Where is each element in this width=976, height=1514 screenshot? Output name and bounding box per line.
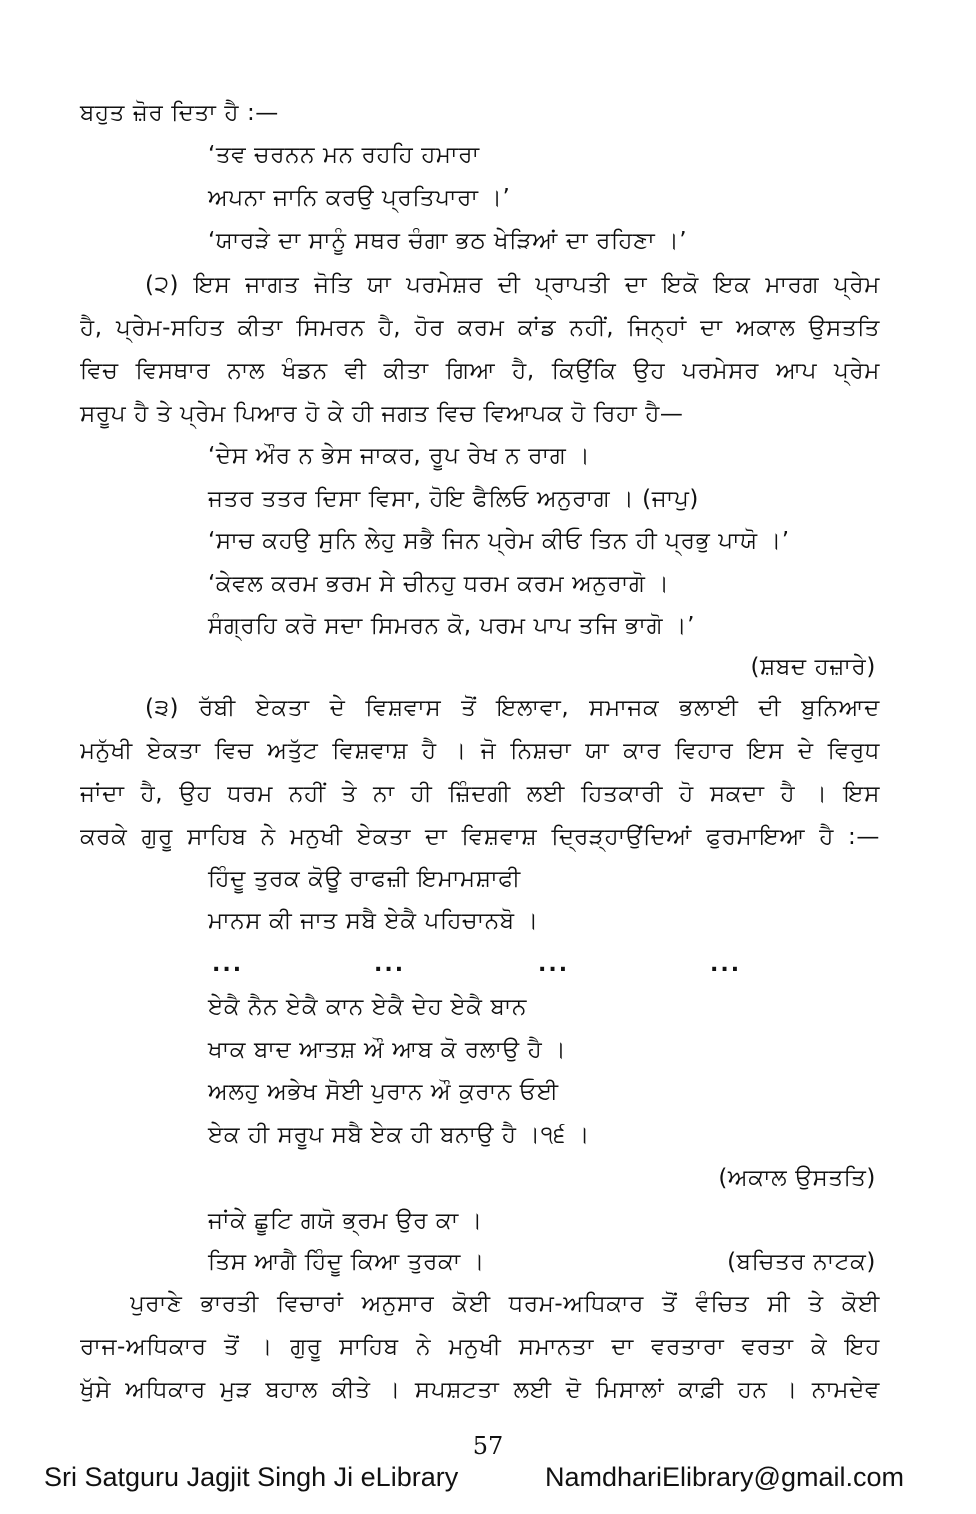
quote-line: ਤਿਸ ਆਗੈ ਹਿੰਦੂ ਕਿਆ ਤੁਰਕਾ । — [208, 1249, 485, 1275]
quote-line: ਜਾਂਕੇ ਛੂਟਿ ਗਯੋ ਭ੍ਰਮ ਉਰ ਕਾ । — [208, 1208, 483, 1234]
quote-line: ‘ਕੇਵਲ ਕਰਮ ਭਰਮ ਸੇ ਚੀਨਹੁ ਧਰਮ ਕਰਮ ਅਨੁਰਾਗੋ । — [208, 571, 670, 597]
quote-line: ‘ਯਾਰੜੇ ਦਾ ਸਾਨੂੰ ਸਥਰ ਚੰਗਾ ਭਠ ਖੇੜਿਆਂ ਦਾ ਰਹਿਣਾ ।’ — [208, 228, 688, 254]
quote-line: ਏਕੈ ਨੈਨ ਏਕੈ ਕਾਨ ਏਕੈ ਦੇਹ ਏਕੈ ਬਾਨ — [208, 994, 527, 1020]
source-citation: (ਅਕਾਲ ਉਸਤਤਿ) — [718, 1165, 876, 1191]
paragraph-line: ਹੈ, ਪ੍ਰੇਮ-ਸਹਿਤ ਕੀਤਾ ਸਿਮਰਨ ਹੈ, ਹੋਰ ਕਰਮ ਕਾਂਡ ਨਹੀਂ, ਜਿਨ੍ਹਾਂ ਦਾ ਅਕਾਲ ਉਸਤਤਿ — [80, 315, 880, 341]
paragraph-line: ਮਨੁੱਖੀ ਏਕਤਾ ਵਿਚ ਅਤੁੱਟ ਵਿਸ਼ਵਾਸ਼ ਹੈ । ਜੋ ਨਿਸ਼ਚਾ ਯਾ ਕਾਰ ਵਿਹਾਰ ਇਸ ਦੇ ਵਿਰੁਧ — [80, 738, 880, 764]
quote-line: ਸੰਗ੍ਰਹਿ ਕਰੋ ਸਦਾ ਸਿਮਰਨ ਕੋ, ਪਰਮ ਪਾਪ ਤਜਿ ਭਾਗੋ ।’ — [208, 613, 695, 639]
ellipsis: ... — [538, 952, 570, 977]
source-citation: (ਸ਼ਬਦ ਹਜ਼ਾਰੇ) — [750, 654, 876, 680]
page-number: 57 — [472, 1432, 504, 1460]
source-citation: (ਬਚਿਤਰ ਨਾਟਕ) — [727, 1249, 876, 1275]
quote-line: ਅਪਨਾ ਜਾਨਿ ਕਰਉ ਪ੍ਰਤਿਪਾਰਾ ।’ — [208, 185, 511, 211]
quote-line: ‘ਦੇਸ ਔਰ ਨ ਭੇਸ ਜਾਕਰ, ਰੂਪ ਰੇਖ ਨ ਰਾਗ । — [208, 443, 591, 469]
paragraph-line: ਜਾਂਦਾ ਹੈ, ਉਹ ਧਰਮ ਨਹੀਂ ਤੇ ਨਾ ਹੀ ਜ਼ਿੰਦਗੀ ਲਈ ਹਿਤਕਾਰੀ ਹੋ ਸਕਦਾ ਹੈ । ਇਸ — [80, 781, 880, 807]
quote-line: ‘ਤਵ ਚਰਨਨ ਮਨ ਰਹਹਿ ਹਮਾਰਾ — [208, 142, 480, 168]
paragraph-line: ਰਾਜ-ਅਧਿਕਾਰ ਤੋਂ । ਗੁਰੂ ਸਾਹਿਬ ਨੇ ਮਨੁਖੀ ਸਮਾਨਤਾ ਦਾ ਵਰਤਾਰਾ ਵਰਤਾ ਕੇ ਇਹ — [80, 1334, 880, 1360]
paragraph-line: ਸਰੂਪ ਹੈ ਤੇ ਪ੍ਰੇਮ ਪਿਆਰ ਹੋ ਕੇ ਹੀ ਜਗਤ ਵਿਚ ਵਿਆਪਕ ਹੋ ਰਿਹਾ ਹੈ— — [80, 401, 684, 427]
ellipsis: ... — [374, 952, 406, 977]
footer-email: NamdhariElibrary@gmail.com — [544, 1462, 904, 1492]
quote-line: ਏਕ ਹੀ ਸਰੂਪ ਸਬੈ ਏਕ ਹੀ ਬਨਾਉ ਹੈ ।੧੬ । — [208, 1122, 590, 1148]
quote-line: ਹਿੰਦੂ ਤੁਰਕ ਕੋਊ ਰਾਫਜ਼ੀ ਇਮਾਮਸ਼ਾਫੀ — [208, 866, 521, 892]
paragraph-line: ਕਰਕੇ ਗੁਰੂ ਸਾਹਿਬ ਨੇ ਮਨੁਖੀ ਏਕਤਾ ਦਾ ਵਿਸ਼ਵਾਸ਼ ਦ੍ਰਿੜ੍ਹਾਉਂਦਿਆਂ ਫੁਰਮਾਇਆ ਹੈ :— — [80, 824, 880, 850]
quote-line: ਜਤਰ ਤਤਰ ਦਿਸਾ ਵਿਸਾ, ਹੋਇ ਫੈਲਿਓ ਅਨੁਰਾਗ । (ਜਾਪੁ) — [208, 486, 699, 512]
paragraph-line: (੩) ਰੱਬੀ ਏਕਤਾ ਦੇ ਵਿਸ਼ਵਾਸ ਤੋਂ ਇਲਾਵਾ, ਸਮਾਜਕ ਭਲਾਈ ਦੀ ਬੁਨਿਆਦ — [145, 695, 880, 721]
quote-line: ‘ਸਾਚ ਕਹਉ ਸੁਨਿ ਲੇਹੁ ਸਭੈ ਜਿਨ ਪ੍ਰੇਮ ਕੀਓ ਤਿਨ ਹੀ ਪ੍ਰਭੁ ਪਾਯੋ ।’ — [208, 528, 790, 554]
ellipsis: ... — [710, 952, 742, 977]
quote-line: ਮਾਨਸ ਕੀ ਜਾਤ ਸਬੈ ਏਕੈ ਪਹਿਚਾਨਬੋ । — [208, 908, 539, 934]
footer-library-name: Sri Satguru Jagjit Singh Ji eLibrary — [44, 1462, 459, 1492]
paragraph-line: ਪੁਰਾਣੇ ਭਾਰਤੀ ਵਿਚਾਰਾਂ ਅਨੁਸਾਰ ਕੋਈ ਧਰਮ-ਅਧਿਕਾਰ ਤੋਂ ਵੰਚਿਤ ਸੀ ਤੇ ਕੋਈ — [130, 1291, 880, 1317]
paragraph-line: ਖੁੱਸੇ ਅਧਿਕਾਰ ਮੁੜ ਬਹਾਲ ਕੀਤੇ । ਸਪਸ਼ਟਤਾ ਲਈ ਦੋ ਮਿਸਾਲਾਂ ਕਾਫ਼ੀ ਹਨ । ਨਾਮਦੇਵ — [80, 1377, 880, 1403]
ellipsis: ... — [212, 952, 244, 977]
paragraph-line: (੨) ਇਸ ਜਾਗਤ ਜੋਤਿ ਯਾ ਪਰਮੇਸ਼ਰ ਦੀ ਪ੍ਰਾਪਤੀ ਦਾ ਇਕੋ ਇਕ ਮਾਰਗ ਪ੍ਰੇਮ — [145, 272, 880, 298]
quote-line: ਖਾਕ ਬਾਦ ਆਤਸ਼ ਔ ਆਬ ਕੋ ਰਲਾਉ ਹੈ । — [208, 1037, 567, 1063]
quote-line: ਅਲਹੁ ਅਭੇਖ ਸੋਈ ਪੁਰਾਨ ਔ ਕੁਰਾਨ ਓਈ — [208, 1079, 559, 1105]
paragraph-line: ਵਿਚ ਵਿਸਥਾਰ ਨਾਲ ਖੰਡਨ ਵੀ ਕੀਤਾ ਗਿਆ ਹੈ, ਕਿਉਂਕਿ ਉਹ ਪਰਮੇਸਰ ਆਪ ਪ੍ਰੇਮ — [80, 358, 880, 384]
text-line: ਬਹੁਤ ਜ਼ੋਰ ਦਿਤਾ ਹੈ :— — [80, 100, 279, 126]
